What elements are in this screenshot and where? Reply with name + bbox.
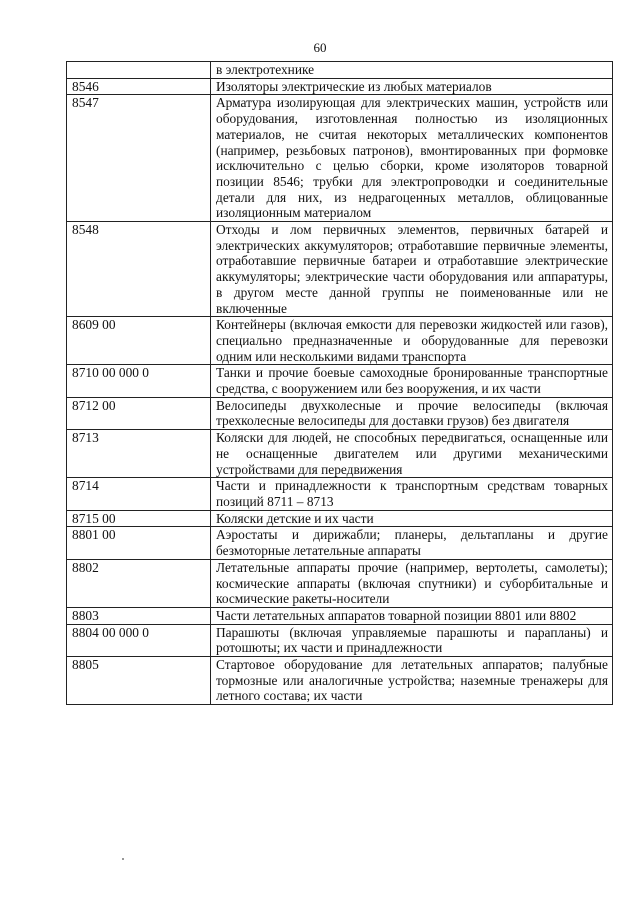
code-cell: 8713 xyxy=(67,430,211,478)
table-row xyxy=(67,527,613,559)
description-cell: Коляски детские и их части xyxy=(211,510,613,527)
page-number: 60 xyxy=(313,40,327,55)
code-cell: 8805 xyxy=(67,657,211,705)
description-cell: Изоляторы электрические из любых материалов xyxy=(211,78,613,95)
table-row xyxy=(67,222,613,317)
table-row xyxy=(67,365,613,397)
table-row xyxy=(67,559,613,607)
code-cell: 8802 xyxy=(67,559,211,607)
description-cell: Части летательных аппаратов товарной позиции 8801 или 8802 xyxy=(211,607,613,624)
table-row xyxy=(67,624,613,656)
code-cell: 8804 00 000 0 xyxy=(67,624,211,656)
code-cell: 8801 00 xyxy=(67,527,211,559)
description-cell: Танки и прочие боевые самоходные бронированные транспортные средства, с вооружением или без вооружения, и их части xyxy=(211,365,613,397)
code-cell xyxy=(67,62,211,79)
description-cell: Части и принадлежности к транспортным средствам товарных позиций 8711 – 8713 xyxy=(211,478,613,510)
description-cell: Контейнеры (включая емкости для перевозки жидкостей или газов), специально предназначенные и оборудованные для перевозки одним или несколькими видами транспорта xyxy=(211,317,613,365)
table-row xyxy=(67,317,613,365)
table-row xyxy=(67,78,613,95)
table-row xyxy=(67,397,613,429)
code-cell: 8546 xyxy=(67,78,211,95)
code-cell: 8710 00 000 0 xyxy=(67,365,211,397)
table-row xyxy=(67,478,613,510)
description-cell: Отходы и лом первичных элементов, первичных батарей и электрических аккумуляторов; отработавшие первичные элементы, отработавшие первичные батареи и отработавшие электрические аккумуляторы; электрические части оборудования или аппаратуры, в другом месте данной группы не поименованные или не включенные xyxy=(211,222,613,317)
scan-speck xyxy=(122,858,124,860)
table-row xyxy=(67,510,613,527)
code-cell: 8715 00 xyxy=(67,510,211,527)
description-cell: Парашюты (включая управляемые парашюты и парапланы) и ротошюты; их части и принадлежности xyxy=(211,624,613,656)
description-cell: Коляски для людей, не способных передвигаться, оснащенные или не оснащенные двигателем или другими механическими устройствами для передвижения xyxy=(211,430,613,478)
code-cell: 8712 00 xyxy=(67,397,211,429)
table-row xyxy=(67,430,613,478)
description-cell: Аэростаты и дирижабли; планеры, дельтапланы и другие безмоторные летательные аппараты xyxy=(211,527,613,559)
tariff-code-table xyxy=(66,61,613,705)
code-cell: 8714 xyxy=(67,478,211,510)
code-cell: 8609 00 xyxy=(67,317,211,365)
table-row xyxy=(67,607,613,624)
description-cell: Летательные аппараты прочие (например, вертолеты, самолеты); космические аппараты (включая спутники) и суборбитальные и космические ракеты-носители xyxy=(211,559,613,607)
code-cell: 8803 xyxy=(67,607,211,624)
table-row xyxy=(67,62,613,79)
description-cell: в электротехнике xyxy=(211,62,613,79)
description-cell: Арматура изолирующая для электрических машин, устройств или оборудования, изготовленная полностью из изоляционных материалов, не считая некоторых металлических компонентов (например, резьбовых патронов), вмонтированных при формовке исключительно с целью сборки, кроме изоляторов товарной позиции 8546; трубки для электропроводки и соединительные детали для них, из недрагоценных металлов, облицованные изоляционным материалом xyxy=(211,95,613,222)
table-row xyxy=(67,95,613,222)
description-cell: Стартовое оборудование для летательных аппаратов; палубные тормозные или аналогичные устройства; наземные тренажеры для летного состава; их части xyxy=(211,657,613,705)
description-cell: Велосипеды двухколесные и прочие велосипеды (включая трехколесные велосипеды для доставки грузов) без двигателя xyxy=(211,397,613,429)
code-cell: 8547 xyxy=(67,95,211,222)
code-cell: 8548 xyxy=(67,222,211,317)
table-body xyxy=(67,62,613,705)
table-row xyxy=(67,657,613,705)
